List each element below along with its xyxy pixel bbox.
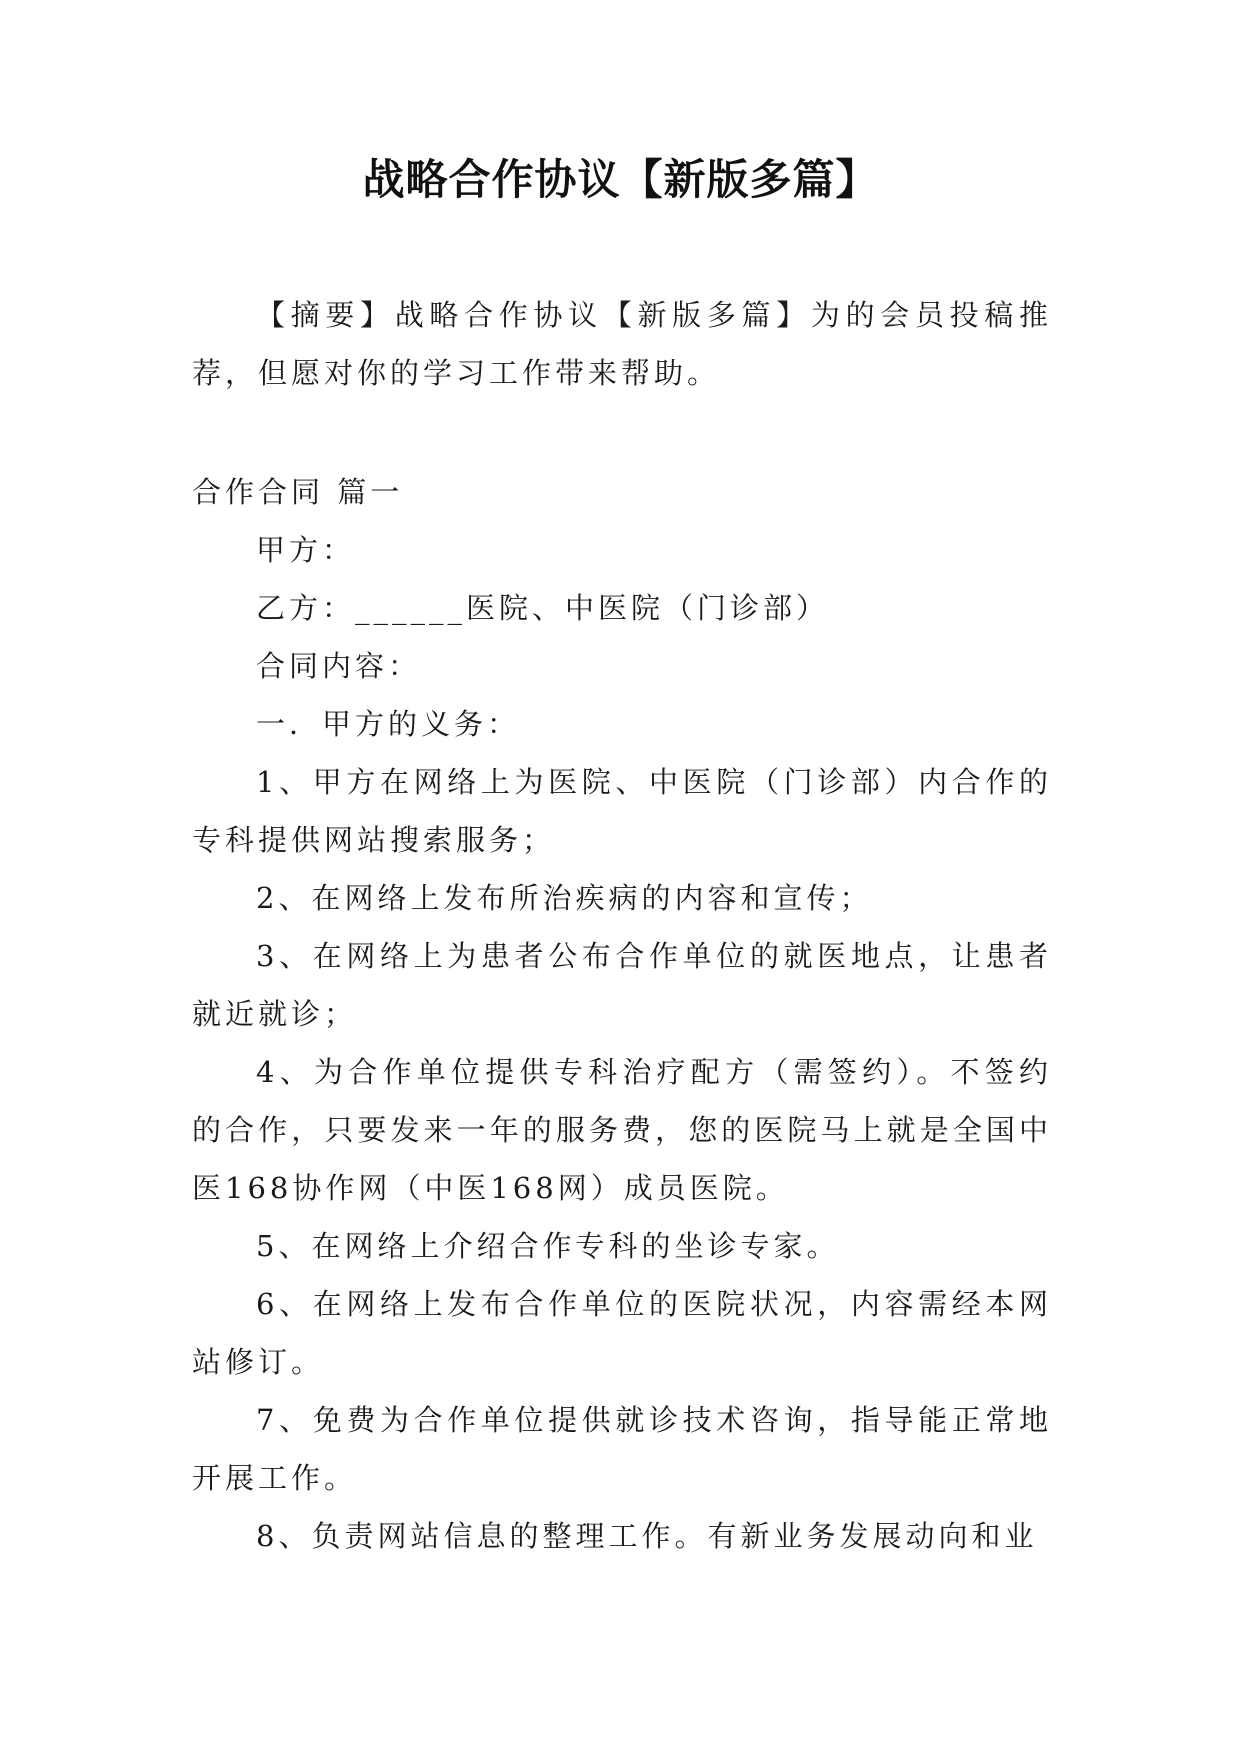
abstract-paragraph: 【摘要】战略合作协议【新版多篇】为的会员投稿推荐，但愿对你的学习工作带来帮助。	[192, 298, 1052, 390]
obligation-item: 5、在网络上介绍合作专科的坐诊专家。	[256, 1229, 840, 1263]
obligation-item: 7、免费为合作单位提供就诊技术咨询，指导能正常地开展工作。	[192, 1403, 1052, 1495]
obligation-item: 3、在网络上为患者公布合作单位的就医地点，让患者就近就诊；	[192, 939, 1052, 1031]
party-b-line: 乙方：______医院、中医院（门诊部）	[256, 591, 830, 625]
contract-content-label: 合同内容：	[256, 649, 422, 683]
obligation-item: 6、在网络上发布合作单位的医院状况，内容需经本网站修订。	[192, 1287, 1052, 1379]
obligation-item: 4、为合作单位提供专科治疗配方（需签约）。不签约的合作，只要发来一年的服务费，您的医院马上就是全国中医168协作网（中医168网）成员医院。	[192, 1055, 1052, 1205]
abstract-block	[192, 286, 1052, 402]
document-title: 战略合作协议【新版多篇】	[362, 155, 879, 204]
obligation-item: 2、在网络上发布所治疾病的内容和宣传；	[256, 881, 873, 915]
section-heading: 合作合同 篇一	[192, 475, 404, 509]
obligation-item: 8、负责网站信息的整理工作。有新业务发展动向和业	[256, 1519, 1038, 1553]
obligation-item: 1、甲方在网络上为医院、中医院（门诊部）内合作的专科提供网站搜索服务；	[192, 765, 1052, 857]
contract-body	[192, 463, 1052, 1565]
party-a-line: 甲方：	[256, 533, 356, 567]
party-a-obligations-heading: 一．甲方的义务：	[256, 707, 521, 741]
